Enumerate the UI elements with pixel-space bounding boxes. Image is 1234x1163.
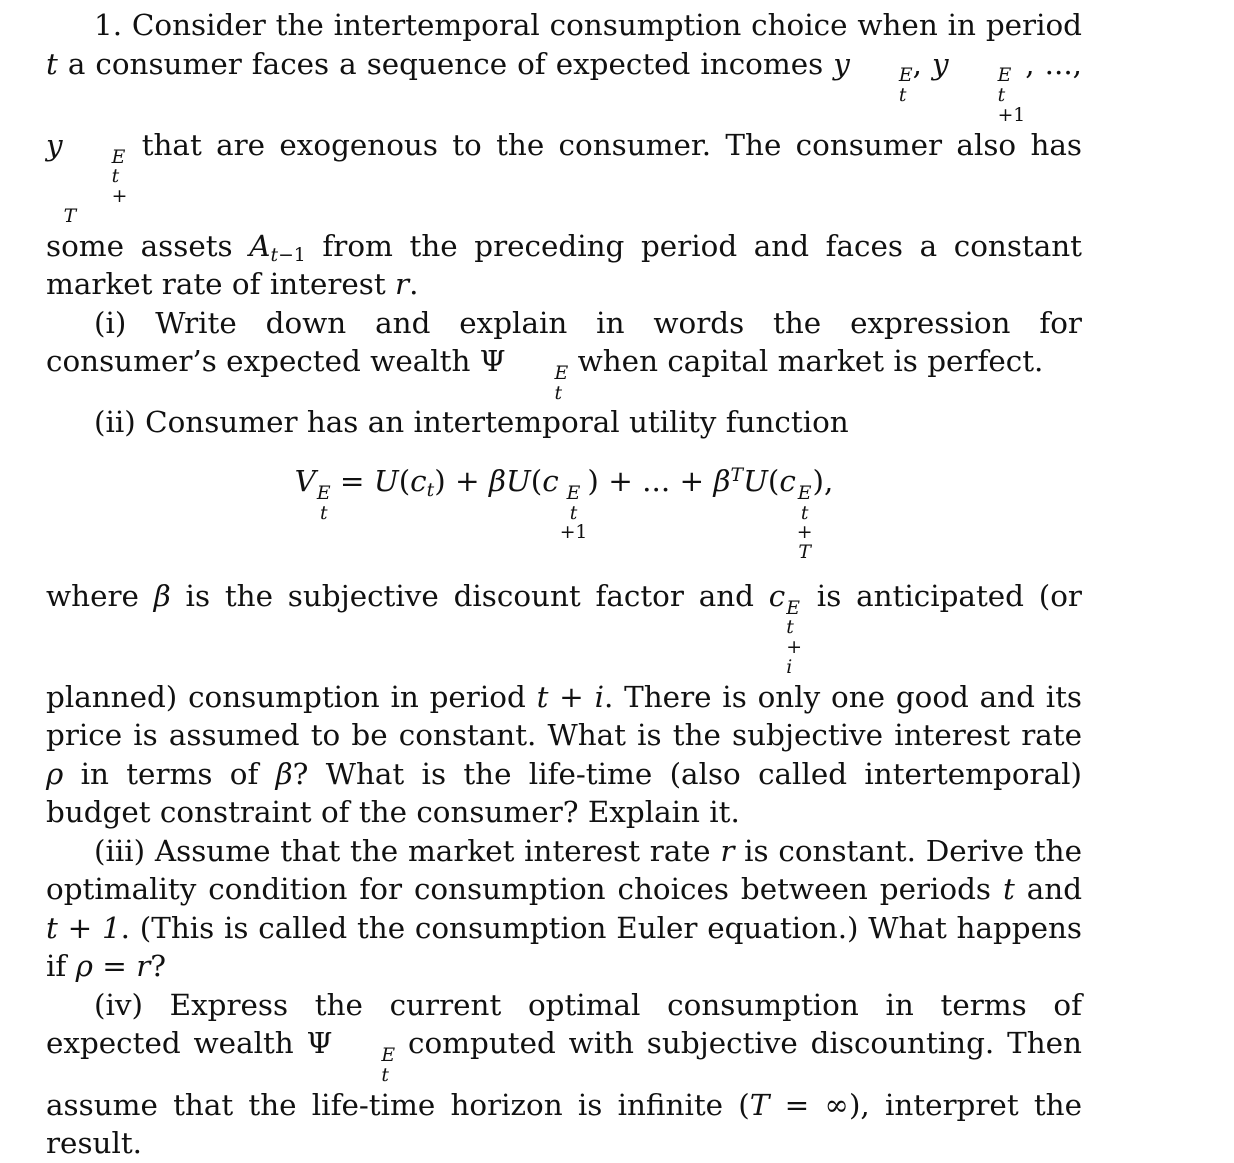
math-beta: β (275, 756, 293, 791)
part-ii-label: (ii) (94, 405, 136, 440)
math-rho-equals-r: ρ = r (75, 949, 151, 984)
part-i (46, 304, 1082, 404)
part-iii-text: . (This is called the consumption Euler equation.) What happens if (46, 910, 1082, 984)
math-consumption-ti: c E t + i (768, 578, 802, 678)
intro-text: that are exogenous to the consumer. The consumer also has some assets (46, 127, 1082, 263)
part-i-text: Write down and explain in words the expression for consumer’s expected wealth (46, 305, 1082, 379)
intro-text: from the preceding period and faces a constant market rate of interest (46, 228, 1082, 302)
part-iv-text: ), interpret the result. (46, 1087, 1082, 1161)
part-iv-text: Express the current optimal consumption in terms of expected wealth (46, 987, 1082, 1061)
part-ii-text: Consumer has an intertemporal utility function (135, 405, 849, 440)
part-ii-text: is the subjective discount factor and (170, 578, 769, 613)
question-intro (46, 6, 1082, 304)
part-ii-text: in terms of (63, 756, 276, 791)
part-iii-text: is constant. Derive the optimality condition for consumption choices between periods (46, 833, 1082, 907)
math-assets: $A_{t-1}$ (249, 228, 306, 266)
intro-text: a consumer faces a sequence of expected incomes (57, 46, 834, 81)
math-beta: β (153, 578, 171, 613)
part-ii-text: is anticipated (or planned) consumption in period (46, 578, 1082, 714)
part-ii (46, 403, 1082, 442)
part-iii-text: Assume that the market interest rate (145, 833, 721, 868)
part-ii-text: ? What is the life-time (also called intertemporal) budget constraint of the consumer? Explain it. (46, 756, 1082, 830)
part-iv-label: (iv) (94, 987, 143, 1022)
math-r: r (395, 267, 410, 302)
part-ii-continued (46, 577, 1082, 832)
question-number: 1. (94, 8, 123, 42)
part-i-label: (i) (94, 305, 127, 340)
math-income-t1: y E t +1 (931, 46, 1026, 126)
part-iii-label: (iii) (94, 833, 146, 868)
math-rho: ρ (46, 756, 64, 791)
math-t: t (1002, 872, 1015, 907)
equation-math: V E t = $U(c_t) + \beta U(c$ E t +1 ) + ... + $\beta^TU(c$ E t + T ), (294, 463, 834, 564)
part-ii-text: . There is only one good and its price is assumed to be constant. What is the subjective interest rate (46, 679, 1082, 753)
intro-text: Consider the intertemporal consumption choice when in period (131, 8, 1082, 42)
intro-text: , ..., (1025, 46, 1083, 81)
part-iii-text: and (1014, 872, 1083, 907)
part-iv-text: computed with subjective discounting. Then assume that the life-time horizon is infinite ( (46, 1026, 1082, 1122)
math-r: r (720, 833, 735, 868)
utility-equation (46, 462, 1082, 563)
math-income-t: y E t (833, 46, 913, 107)
part-iii-text: ? (150, 949, 167, 984)
part-ii-text: where (46, 578, 154, 613)
math-wealth: Ψ E t (479, 344, 569, 404)
math-T-infinity: T = ∞ (749, 1087, 849, 1122)
math-t-plus-i: t + i (536, 679, 604, 714)
math-income-tT: y E t + T (46, 127, 128, 227)
part-iii (46, 832, 1082, 986)
intro-text: . (409, 267, 419, 302)
math-t-plus-1: t + 1 (46, 910, 121, 945)
intro-text: , (912, 46, 932, 81)
math-t: t (46, 46, 58, 81)
part-i-text: when capital market is perfect. (568, 344, 1044, 379)
part-iv (46, 986, 1082, 1163)
math-wealth: Ψ E t (306, 1026, 396, 1086)
problem-text (46, 6, 1082, 1163)
